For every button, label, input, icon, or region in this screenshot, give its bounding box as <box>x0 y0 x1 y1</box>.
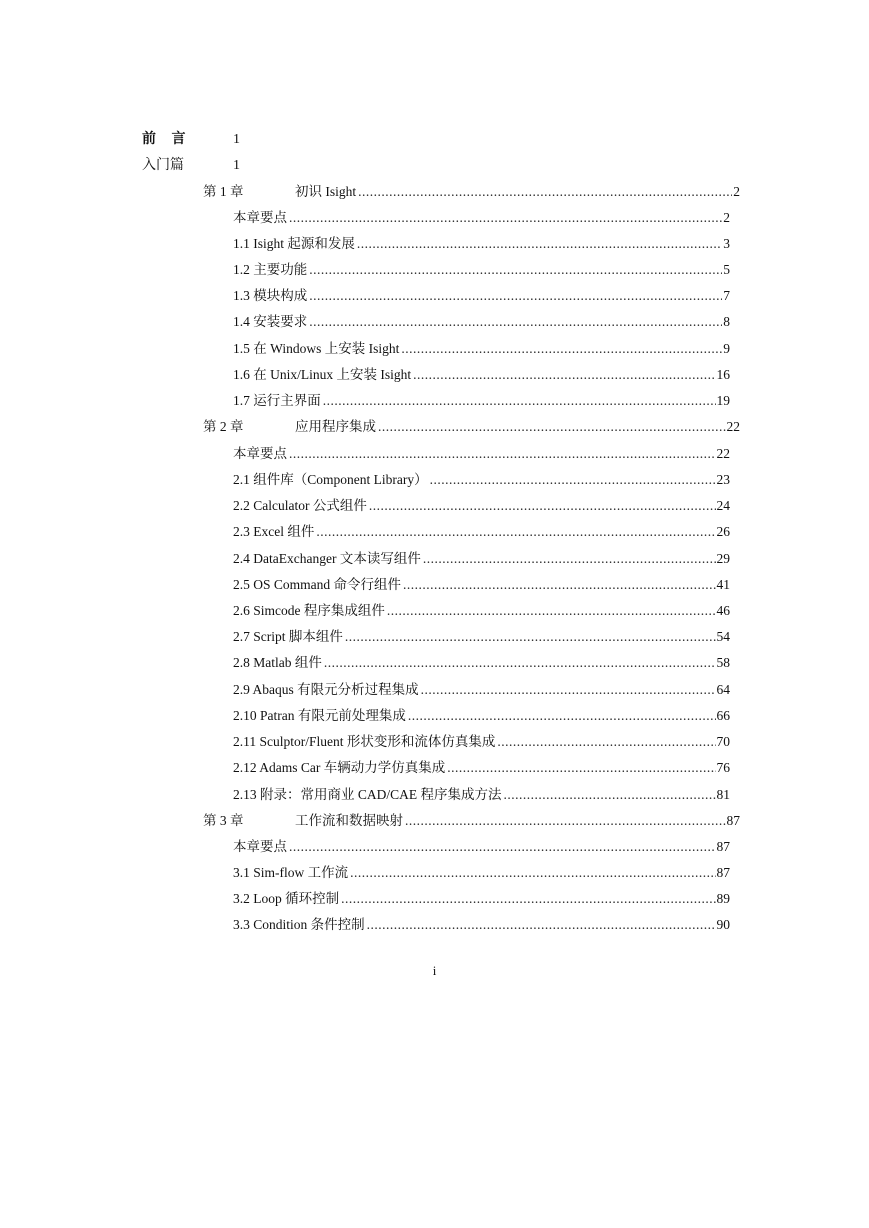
toc-item[interactable] <box>233 390 730 412</box>
page-number: 81 <box>716 787 730 802</box>
toc-chapter-3[interactable] <box>203 810 740 832</box>
page-number: 24 <box>716 498 730 513</box>
toc-item[interactable] <box>233 705 730 727</box>
item-title: 2.2 Calculator 公式组件 <box>233 498 367 513</box>
page-number: 2 <box>733 184 740 199</box>
page-number: 8 <box>723 314 730 329</box>
dot-leader <box>367 914 716 936</box>
dot-leader <box>324 652 716 674</box>
page-number: 87 <box>716 839 730 854</box>
page-number: 76 <box>716 760 730 775</box>
item-title: 2.4 DataExchanger 文本读写组件 <box>233 551 421 566</box>
item-title: 1.3 模块构成 <box>233 288 308 303</box>
toc-top-entry-intro-label: 入门篇 <box>142 158 184 173</box>
toc-item[interactable] <box>233 836 730 858</box>
page-number: 90 <box>716 917 730 932</box>
toc-top-entry-preface-page: 1 <box>233 132 240 147</box>
item-title: 2.11 Sculptor/Fluent 形状变形和流体仿真集成 <box>233 734 496 749</box>
dot-leader <box>309 285 722 307</box>
item-title: 2.13 附录：常用商业 CAD/CAE 程序集成方法 <box>233 787 502 802</box>
chapter-number: 第 2 章 <box>203 419 244 434</box>
toc-item[interactable] <box>233 548 730 570</box>
dot-leader <box>387 600 716 622</box>
toc-chapter-1[interactable] <box>203 181 740 203</box>
item-title: 1.7 运行主界面 <box>233 393 321 408</box>
toc-item[interactable] <box>233 364 730 386</box>
dot-leader <box>323 390 716 412</box>
dot-leader <box>309 259 722 281</box>
page-number: 64 <box>716 682 730 697</box>
chapter-number: 第 3 章 <box>203 813 244 828</box>
toc-item[interactable] <box>233 338 730 360</box>
toc-item[interactable] <box>233 757 730 779</box>
chapter-title: 工作流和数据映射 <box>295 813 403 828</box>
dot-leader <box>447 757 715 779</box>
toc-item[interactable] <box>233 731 730 753</box>
page-number: 22 <box>716 446 730 461</box>
toc-item[interactable] <box>233 626 730 648</box>
item-title: 2.7 Script 脚本组件 <box>233 629 343 644</box>
dot-leader <box>413 364 715 386</box>
page-number: 16 <box>716 367 730 382</box>
item-title: 1.1 Isight 起源和发展 <box>233 236 355 251</box>
page-number: 29 <box>716 551 730 566</box>
toc-item[interactable] <box>233 285 730 307</box>
toc-item[interactable] <box>233 443 730 465</box>
toc-item[interactable] <box>233 784 730 806</box>
chapter-number: 第 1 章 <box>203 184 244 199</box>
item-title: 2.1 组件库（Component Library） <box>233 472 428 487</box>
dot-leader <box>378 416 726 438</box>
item-title: 本章要点 <box>233 839 287 854</box>
dot-leader <box>423 548 716 570</box>
item-title: 2.10 Patran 有限元前处理集成 <box>233 708 406 723</box>
chapter-title: 应用程序集成 <box>295 419 376 434</box>
toc-item[interactable] <box>233 259 730 281</box>
item-title: 3.2 Loop 循环控制 <box>233 891 340 906</box>
page-number: 5 <box>723 262 730 277</box>
dot-leader <box>430 469 716 491</box>
dot-leader <box>497 731 715 753</box>
page-number: 87 <box>716 865 730 880</box>
toc-item[interactable] <box>233 469 730 491</box>
toc-item[interactable] <box>233 233 730 255</box>
page-number: 9 <box>723 341 730 356</box>
item-title: 3.1 Sim-flow 工作流 <box>233 865 349 880</box>
page-number: 41 <box>716 577 730 592</box>
toc-item[interactable] <box>233 600 730 622</box>
page-footer-number: i <box>432 963 437 978</box>
dot-leader <box>504 784 716 806</box>
page-number: 22 <box>726 419 740 434</box>
page-number: 66 <box>716 708 730 723</box>
toc-item[interactable] <box>233 207 730 229</box>
dot-leader <box>289 443 716 465</box>
toc-item[interactable] <box>233 862 730 884</box>
dot-leader <box>358 181 732 203</box>
page-number: 54 <box>716 629 730 644</box>
page-number: 19 <box>716 393 730 408</box>
page-number: 70 <box>716 734 730 749</box>
page-number: 23 <box>716 472 730 487</box>
toc-item[interactable] <box>233 495 730 517</box>
item-title: 3.3 Condition 条件控制 <box>233 917 365 932</box>
toc-item[interactable] <box>233 914 730 936</box>
page-number: 89 <box>716 891 730 906</box>
dot-leader <box>289 207 722 229</box>
toc-top-entry-preface-label <box>142 129 192 151</box>
item-title: 2.12 Adams Car 车辆动力学仿真集成 <box>233 760 446 775</box>
item-title: 2.5 OS Command 命令行组件 <box>233 577 402 592</box>
toc-chapter-2[interactable] <box>203 416 740 438</box>
item-title: 2.6 Simcode 程序集成组件 <box>233 603 385 618</box>
page-number: 26 <box>716 524 730 539</box>
dot-leader <box>403 574 715 596</box>
dot-leader <box>357 233 722 255</box>
page-number: 3 <box>723 236 730 251</box>
chapter-title: 初识 Isight <box>295 184 357 199</box>
dot-leader <box>405 810 726 832</box>
dot-leader <box>289 836 716 858</box>
item-title: 1.6 在 Unix/Linux 上安装 Isight <box>233 367 412 382</box>
toc-item[interactable] <box>233 521 730 543</box>
toc-top-entry-intro-page: 1 <box>233 158 240 173</box>
dot-leader <box>408 705 716 727</box>
dot-leader <box>316 521 715 543</box>
dot-leader <box>421 679 716 701</box>
dot-leader <box>350 862 715 884</box>
item-title: 1.4 安装要求 <box>233 314 308 329</box>
item-title: 本章要点 <box>233 210 287 225</box>
dot-leader <box>341 888 715 910</box>
page-number: 46 <box>716 603 730 618</box>
item-title: 2.3 Excel 组件 <box>233 524 315 539</box>
toc-item[interactable] <box>233 679 730 701</box>
page-number: 7 <box>723 288 730 303</box>
preface-label: 前 言 <box>142 132 192 147</box>
item-title: 本章要点 <box>233 446 287 461</box>
page-number: 58 <box>716 655 730 670</box>
toc-item[interactable] <box>233 574 730 596</box>
toc-item[interactable] <box>233 311 730 333</box>
toc-item[interactable] <box>233 652 730 674</box>
item-title: 1.2 主要功能 <box>233 262 308 277</box>
toc-item[interactable] <box>233 888 730 910</box>
page-number: 87 <box>726 813 740 828</box>
dot-leader <box>369 495 716 517</box>
dot-leader <box>309 311 722 333</box>
page-number: 2 <box>723 210 730 225</box>
item-title: 2.9 Abaqus 有限元分析过程集成 <box>233 682 419 697</box>
dot-leader <box>401 338 722 360</box>
item-title: 2.8 Matlab 组件 <box>233 655 322 670</box>
dot-leader <box>345 626 716 648</box>
item-title: 1.5 在 Windows 上安装 Isight <box>233 341 400 356</box>
